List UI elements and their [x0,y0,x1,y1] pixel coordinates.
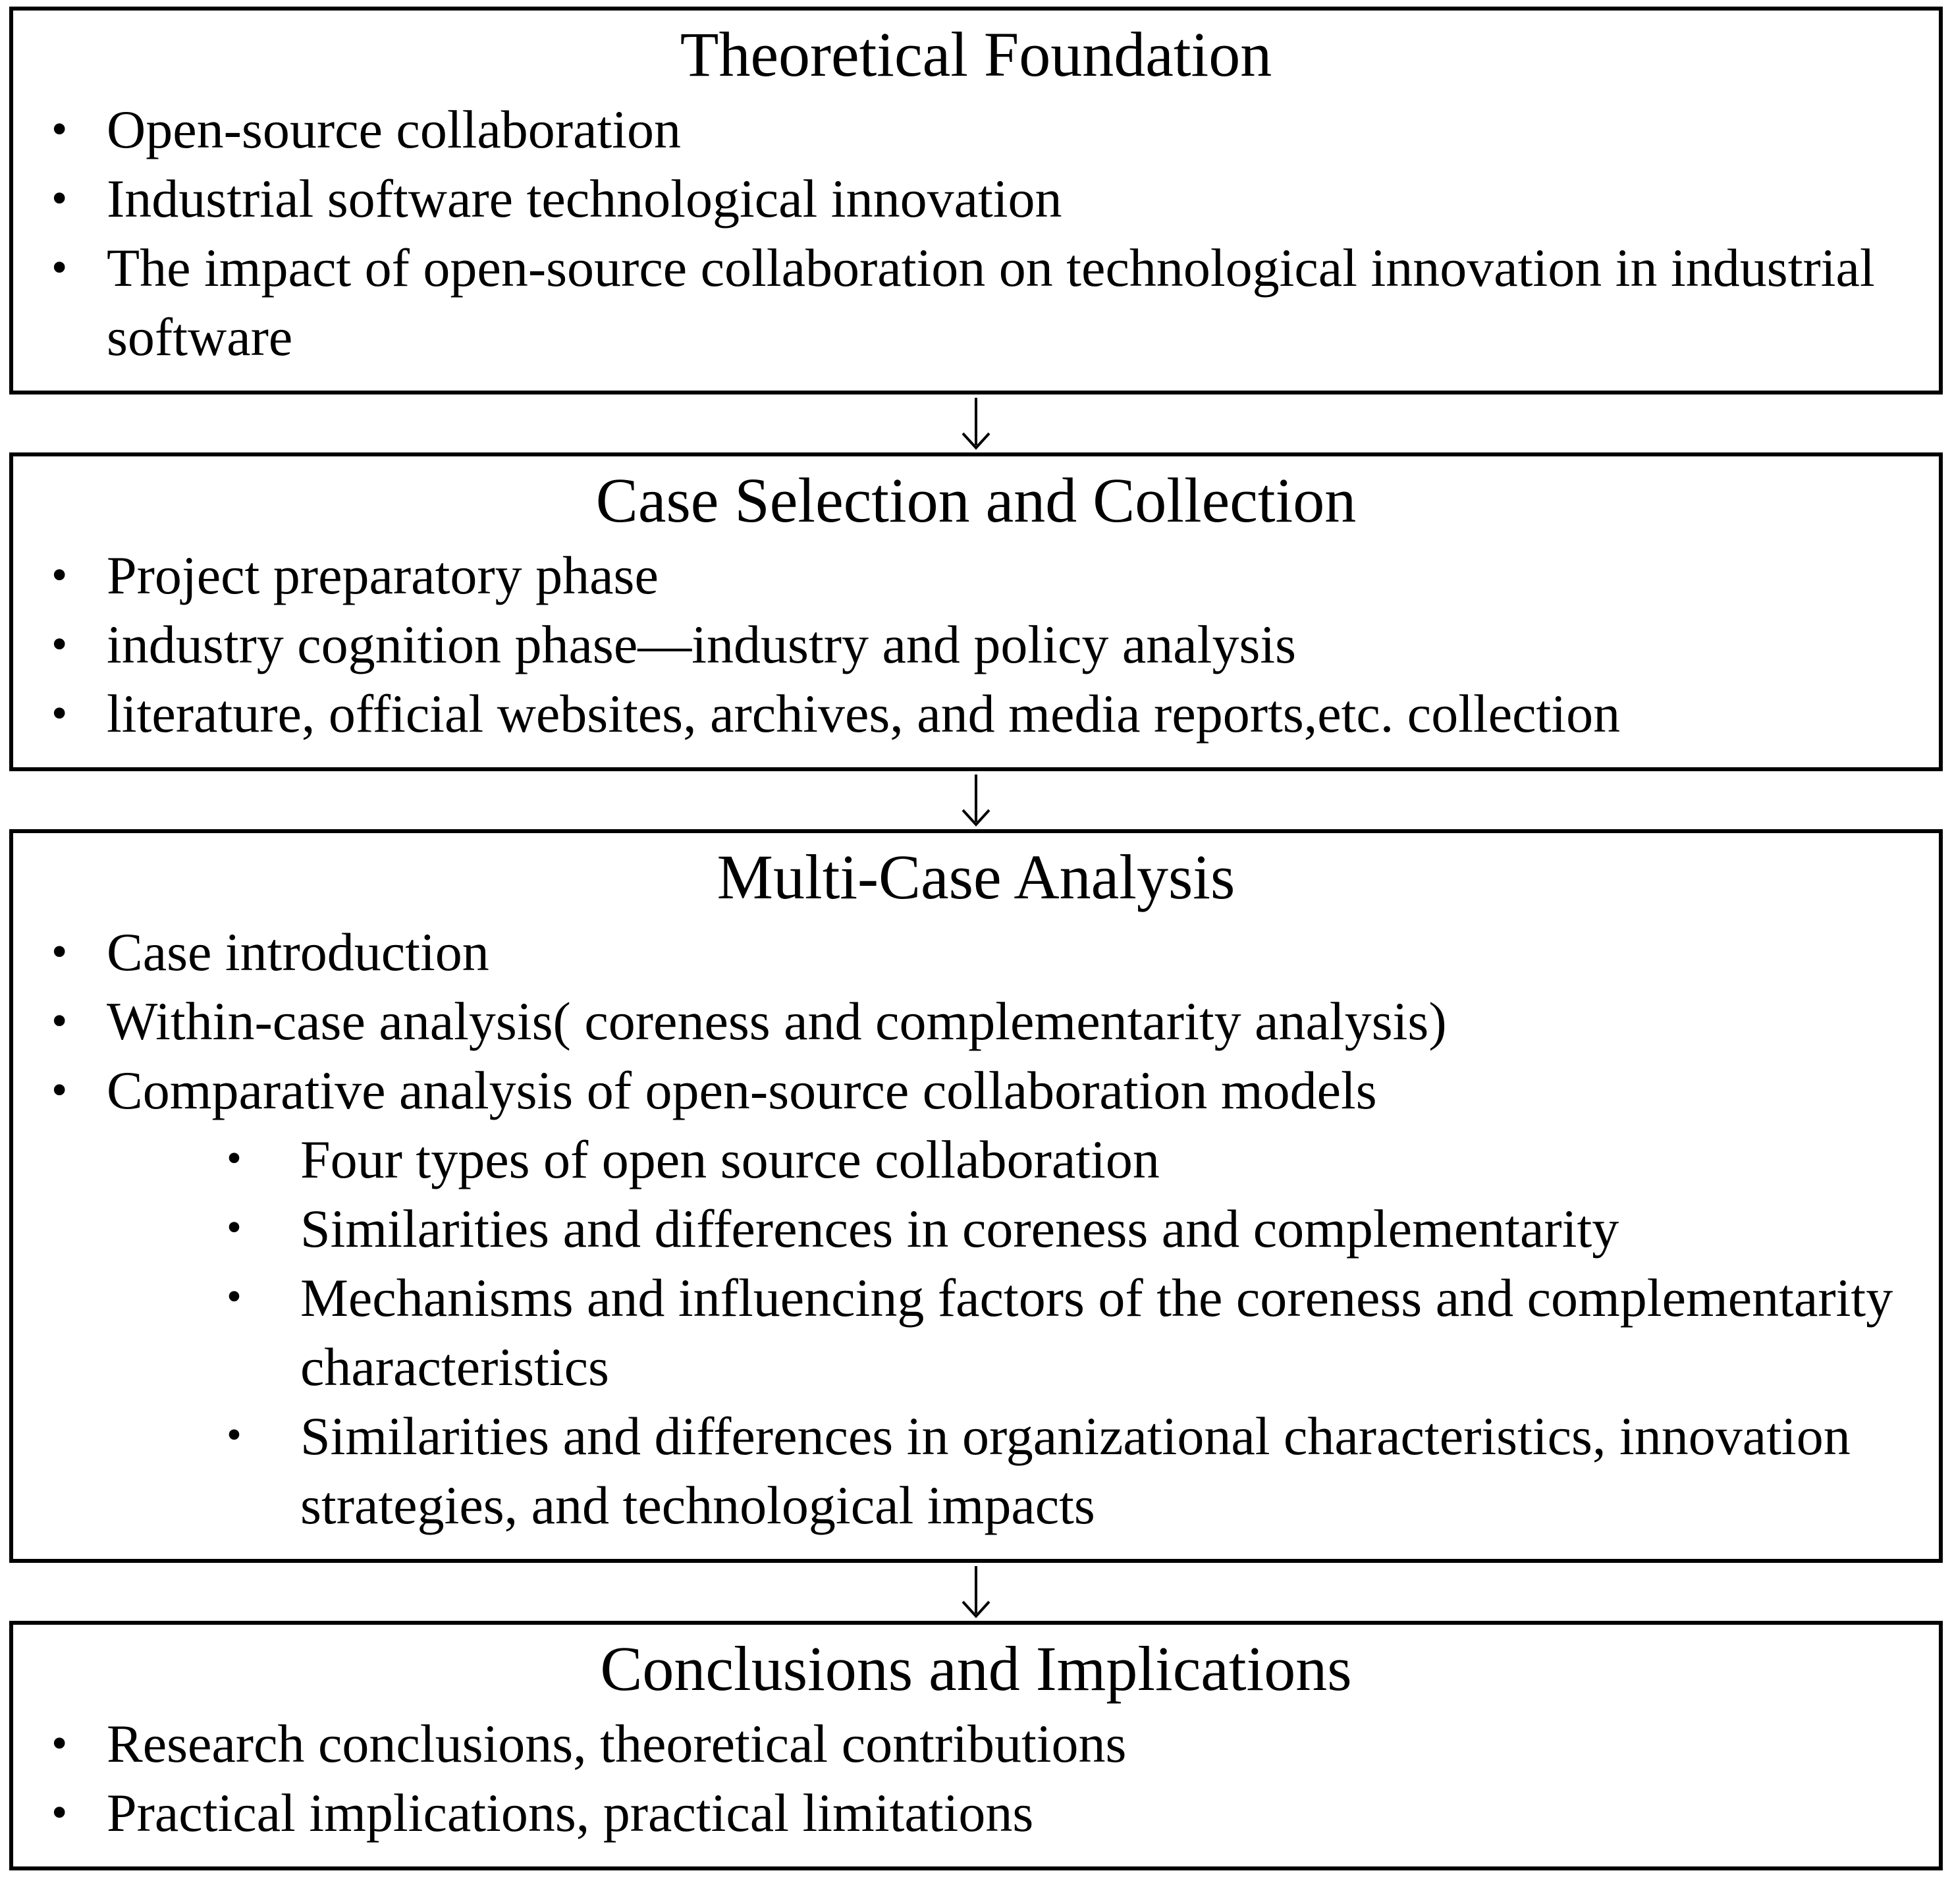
box-conclusions-and-implications [9,1621,1943,1870]
bullet-item [29,541,1923,611]
bullet-text: Comparative analysis of open-source collaboration models [107,1060,1377,1121]
box-title: Conclusions and Implications [600,1633,1352,1704]
connector [952,1563,1000,1621]
bullet-list [29,1710,1923,1848]
sub-bullet-item [29,1126,1923,1195]
bullet-item [29,95,1923,165]
bullet-text: Open-source collaboration [107,99,682,160]
bullet-text: Within-case analysis( coreness and complementarity analysis) [107,991,1447,1052]
bullet-icon: • [51,104,68,155]
bullet-text: Research conclusions, theoretical contributions [107,1714,1127,1774]
bullet-item [29,234,1923,372]
connector [952,394,1000,452]
bullet-icon: • [51,1787,68,1839]
bullet-item [29,611,1923,680]
bullet-item [29,1779,1923,1848]
bullet-list [29,541,1923,749]
bullet-text: Industrial software technological innovation [107,169,1062,229]
down-arrow-icon [952,773,1000,827]
sub-bullet-item [29,1195,1923,1264]
bullet-icon: • [51,927,68,978]
bullet-icon: • [51,242,68,294]
box-multi-case-analysis [9,829,1943,1563]
bullet-icon: • [51,619,68,670]
bullet-item [29,987,1923,1056]
bullet-list [29,95,1923,372]
bullet-text: Project preparatory phase [107,545,659,606]
bullet-icon: • [227,1411,242,1459]
down-arrow-icon [952,1565,1000,1619]
bullet-icon: • [51,1718,68,1770]
bullet-list [29,918,1923,1540]
box-title: Case Selection and Collection [595,465,1357,536]
bullet-text: Case introduction [107,922,489,983]
bullet-icon: • [51,173,68,225]
connector [952,771,1000,829]
bullet-icon: • [51,996,68,1047]
bullet-text: Similarities and differences in organizational characteristics, innovation strategies, and technological impacts [300,1406,1851,1536]
bullet-text: Practical implications, practical limitations [107,1783,1034,1843]
sub-bullet-item [29,1402,1923,1540]
bullet-item [29,165,1923,234]
sub-bullet-item [29,1264,1923,1402]
bullet-item [29,918,1923,987]
bullet-text: literature, official websites, archives, and media reports,etc. collection [107,684,1621,744]
bullet-text: Similarities and differences in coreness and complementarity [300,1199,1619,1259]
bullet-icon: • [227,1204,242,1252]
bullet-item [29,1056,1923,1126]
bullet-icon: • [51,1065,68,1116]
down-arrow-icon [952,396,1000,450]
bullet-icon: • [51,550,68,601]
bullet-item [29,680,1923,749]
bullet-icon: • [51,688,68,740]
bullet-icon: • [227,1135,242,1183]
bullet-text: Four types of open source collaboration [300,1129,1160,1190]
box-case-selection-and-collection [9,452,1943,771]
bullet-text: industry cognition phase—industry and policy analysis [107,614,1297,675]
bullet-icon: • [227,1273,242,1321]
box-theoretical-foundation [9,7,1943,394]
box-title: Theoretical Foundation [680,19,1272,90]
bullet-item [29,1710,1923,1779]
bullet-text: The impact of open-source collaboration on technological innovation in industrial software [107,238,1875,367]
bullet-text: Mechanisms and influencing factors of the coreness and complementarity characteristics [300,1268,1893,1398]
box-title: Multi-Case Analysis [717,842,1235,913]
